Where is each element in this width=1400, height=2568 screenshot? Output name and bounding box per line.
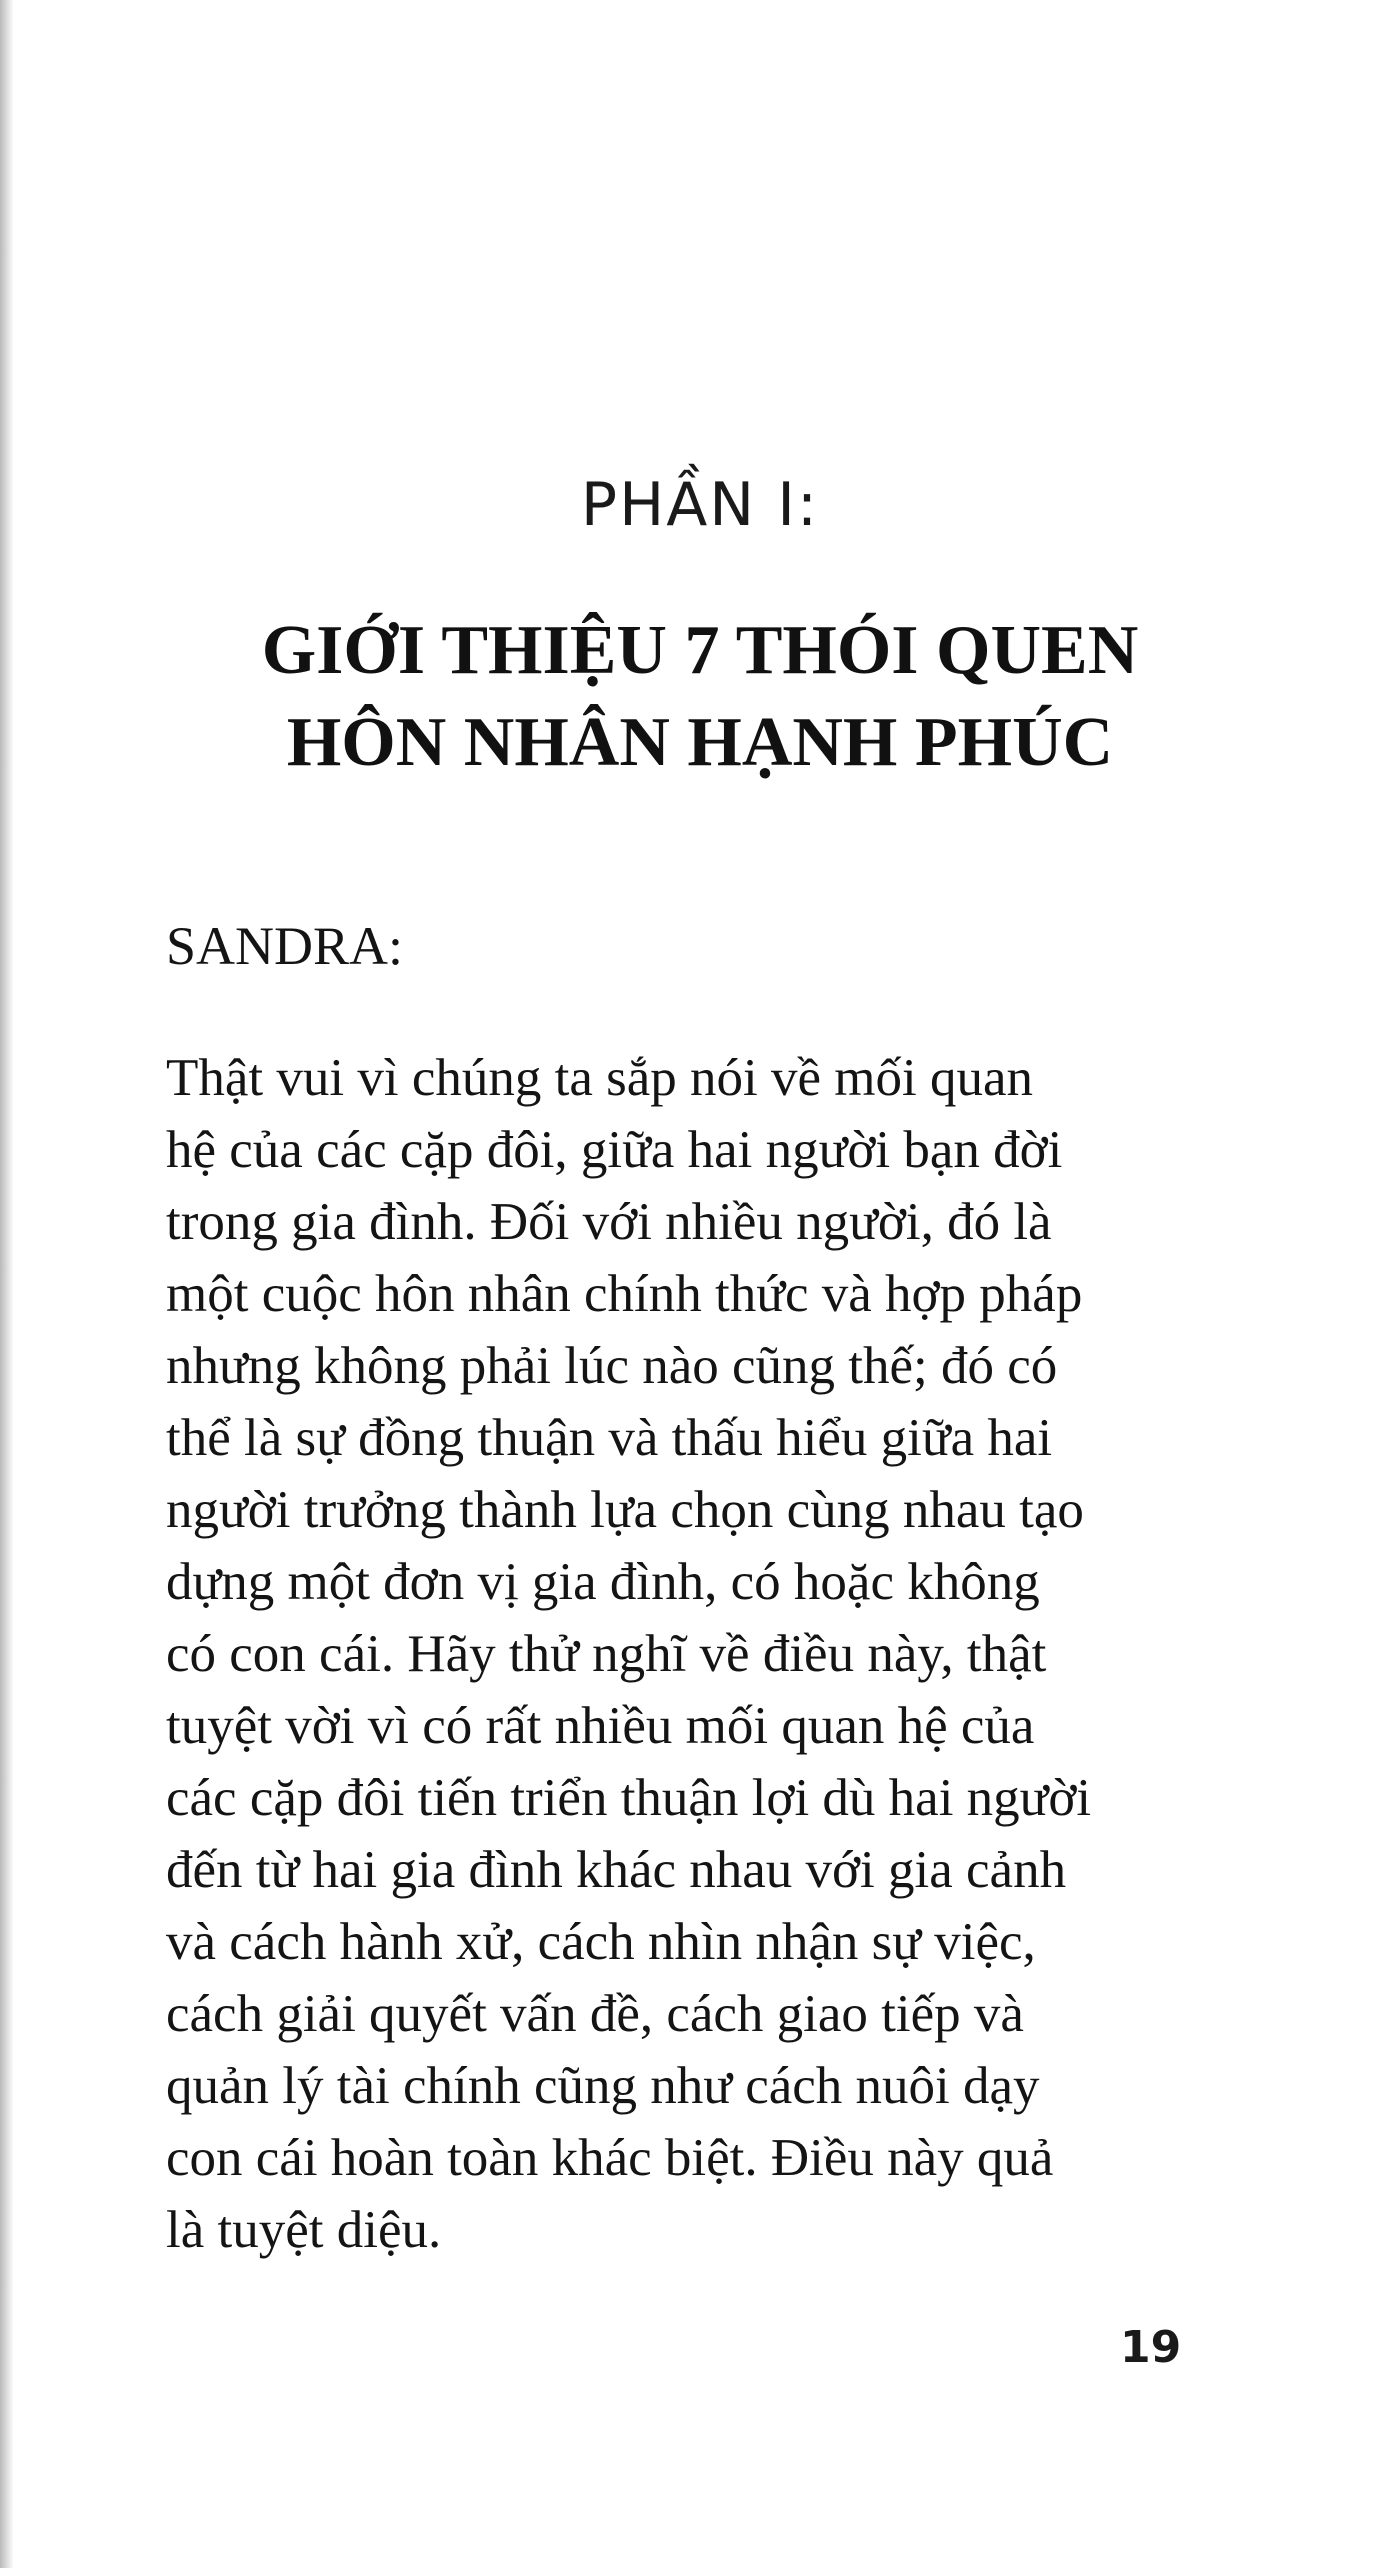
body-line: hệ của các cặp đôi, giữa hai người bạn đời bbox=[166, 1121, 1063, 1179]
part-label: PHẦN I: bbox=[580, 470, 820, 540]
body-line: các cặp đôi tiến triển thuận lợi dù hai người bbox=[166, 1769, 1092, 1827]
chapter-title-line-1: GIỚI THIỆU 7 THÓI QUEN bbox=[261, 612, 1139, 689]
body-line: một cuộc hôn nhân chính thức và hợp pháp bbox=[166, 1265, 1083, 1323]
chapter-title-line-2: HÔN NHÂN HẠNH PHÚC bbox=[286, 704, 1114, 781]
body-line: con cái hoàn toàn khác biệt. Điều này quả bbox=[166, 2129, 1054, 2187]
body-line: trong gia đình. Đối với nhiều người, đó là bbox=[166, 1193, 1052, 1251]
body-line: thể là sự đồng thuận và thấu hiểu giữa hai bbox=[166, 1409, 1053, 1467]
body-paragraph bbox=[166, 1042, 1246, 2266]
body-line: có con cái. Hãy thử nghĩ về điều này, thật bbox=[166, 1625, 1047, 1683]
body-line: là tuyệt diệu. bbox=[166, 2201, 442, 2259]
body-line: người trưởng thành lựa chọn cùng nhau tạo bbox=[166, 1481, 1084, 1539]
body-line: tuyệt vời vì có rất nhiều mối quan hệ của bbox=[166, 1697, 1035, 1755]
page-edge-shadow bbox=[0, 0, 14, 2568]
body-line: và cách hành xử, cách nhìn nhận sự việc, bbox=[166, 1913, 1036, 1971]
body-line: cách giải quyết vấn đề, cách giao tiếp và bbox=[166, 1985, 1024, 2043]
body-line: quản lý tài chính cũng như cách nuôi dạy bbox=[166, 2057, 1040, 2115]
speaker-name: SANDRA: bbox=[166, 916, 404, 976]
body-line: Thật vui vì chúng ta sắp nói về mối quan bbox=[166, 1049, 1033, 1107]
chapter-title bbox=[0, 605, 1400, 789]
body-line: dựng một đơn vị gia đình, có hoặc không bbox=[166, 1553, 1040, 1611]
page-number: 19 bbox=[1120, 2322, 1182, 2373]
body-line: đến từ hai gia đình khác nhau với gia cảnh bbox=[166, 1841, 1067, 1899]
body-line: nhưng không phải lúc nào cũng thế; đó có bbox=[166, 1337, 1058, 1395]
